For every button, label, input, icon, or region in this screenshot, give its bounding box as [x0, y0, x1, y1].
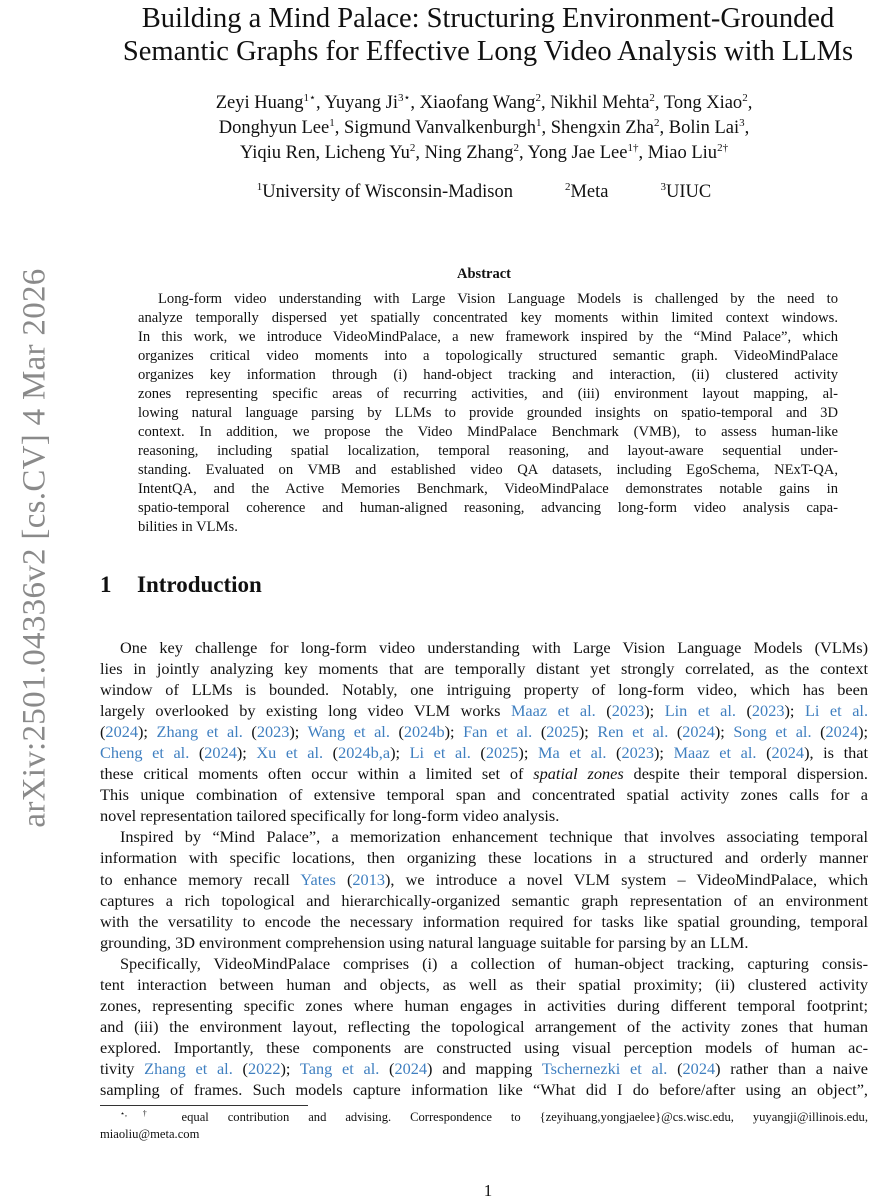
text: ); [289, 722, 308, 742]
text-line [100, 1037, 868, 1058]
footnote-line [100, 1109, 868, 1126]
citation-link[interactable]: 2023 [751, 701, 785, 721]
citation-link[interactable]: 2023 [611, 701, 645, 721]
text: ( [189, 743, 205, 763]
author-affiliation-mark: 2 [409, 141, 416, 154]
author-affiliation-mark: 3⋆ [398, 91, 411, 104]
author-name: Shengxin Zha [550, 118, 654, 138]
text: ( [335, 869, 353, 889]
text: tivity [100, 1058, 145, 1078]
author-affiliation-mark: 2 [742, 91, 748, 104]
text-line [100, 995, 868, 1016]
text-line [100, 953, 868, 974]
text-line [100, 637, 868, 658]
footnote-marks: ⋆,† [120, 1108, 163, 1118]
footnote-text: equal contribution and advising. Correspondence to {zeyihuang,yongjaelee}@cs.wisc.edu, yuyangji@illinois.edu, [162, 1110, 868, 1124]
text: information with specific locations, then organizing these locations in a structured and orderly manner [100, 848, 868, 868]
text: with the versatility to encode the necessary information required for tasks like spatial grounding, temporal [100, 911, 868, 931]
text: ( [606, 743, 622, 763]
text: ( [532, 722, 547, 742]
title-line: Semantic Graphs for Effective Long Video Analysis with LLMs [122, 36, 854, 67]
text: ); [654, 743, 674, 763]
citation-link[interactable]: Lin et al. [664, 701, 736, 721]
text: ( [668, 722, 683, 742]
author-line: Zeyi Huang$^{1⋆}$, Yuyang $Ji^{3⋆}$, Xiaofang Wang$^2$, Nikhil Mehta$^2$, Tong Xiao$^2$, [215, 91, 753, 113]
text: ); [390, 743, 410, 763]
text-line [100, 1079, 868, 1100]
affiliation-name: University of Wisconsin-Madison [262, 182, 513, 202]
introduction-body [100, 637, 868, 1100]
author-name: Tong Xiao [663, 93, 743, 113]
author-list [100, 91, 868, 166]
text: ( [323, 743, 339, 763]
author-line: Donghyun Lee$^1$, Sigmund Vanvalkenburgh$^1$, Shengxin Zha$^2$, Bolin Lai$^3$, [218, 116, 750, 138]
text: Specifically, VideoMindPalace comprises (i) a collection of human-object tracking, capturing consis- [120, 953, 868, 973]
citation-link[interactable]: Xu et al. [256, 743, 324, 763]
author-affiliation-mark: 2 [649, 91, 655, 104]
section-heading [100, 571, 262, 599]
citation-link[interactable]: 2022 [247, 1058, 281, 1078]
text: ); [714, 722, 734, 742]
abstract-line: reasoning, including spatial localization, temporal reasoning, and layout-aware sequential under- [138, 443, 838, 459]
citation-link[interactable]: Wang et al. [307, 722, 390, 742]
footnote [100, 1109, 868, 1143]
abstract-line: Long-form video understanding with Large Vision Language Models is challenged by the need to [158, 291, 838, 307]
author-name: Miao Liu [647, 143, 718, 163]
author-name: Licheng Yu [324, 143, 410, 163]
text: ( [667, 1058, 683, 1078]
citation-link[interactable]: 2024 [394, 1058, 428, 1078]
text: tent interaction between human and objects, as well as their spatial proximity; (ii) clustered activity [100, 974, 868, 994]
text: ); [784, 701, 805, 721]
citation-link[interactable]: Maaz et al. [510, 701, 596, 721]
citation-link[interactable]: Li et al. [804, 701, 869, 721]
text-line [100, 1016, 868, 1037]
text: ); [137, 722, 157, 742]
citation-link[interactable]: 2013 [352, 869, 385, 889]
citation-link[interactable]: 2025 [485, 743, 519, 763]
abstract-line: standing. Evaluated on VMB and established video QA datasets, including EgoSchema, NExT-QA, [138, 462, 838, 478]
citation-link[interactable]: 2023 [256, 722, 290, 742]
text: ) rather than a naive [715, 1058, 868, 1078]
text-line [100, 721, 868, 742]
author-name: Yuyang Ji [324, 93, 399, 113]
citation-link[interactable]: Li et al. [409, 743, 471, 763]
section-number: 1 [100, 572, 112, 597]
author-name: Nikhil Mehta [550, 93, 650, 113]
abstract-line: bilities in VLMs. [138, 519, 238, 535]
citation-link[interactable]: Ren et al. [597, 722, 669, 742]
text: ( [735, 701, 752, 721]
abstract-line: IntentQA, and the Active Memories Benchmark, VideoMindPalace demonstrates notable gains in [138, 481, 838, 497]
text: ( [811, 722, 826, 742]
abstract-line: spatio-temporal coherence and human-aligned reasoning, advancing long-form video analysis capa- [138, 500, 838, 516]
text: grounding, 3D environment comprehension using natural language suitable for parsing by an LLM. [100, 932, 749, 952]
citation-link[interactable]: Tang et al. [299, 1058, 380, 1078]
citation-link[interactable]: 2024 [682, 722, 715, 742]
text-line [100, 1058, 868, 1079]
text: and (iii) the environment layout, reflecting the topological arrangement of the activity zones that human [100, 1016, 868, 1036]
text: ( [470, 743, 486, 763]
abstract-body [138, 290, 838, 537]
citation-link[interactable]: 2024 [682, 1058, 716, 1078]
affiliation-number: 2 [564, 180, 571, 193]
citation-link[interactable]: 2024 [825, 722, 859, 742]
abstract-line: organizes critical video moments into a topologically structured semantic graph. VideoMindPalace [138, 348, 838, 364]
text: largely overlooked by existing long video VLM works [100, 701, 511, 721]
text: ); [518, 743, 538, 763]
text-line [100, 763, 868, 784]
text: these critical moments often occur within a limited set of [100, 764, 534, 784]
text: novel representation tailored specifically for long-form video analysis. [100, 806, 560, 826]
citation-link[interactable]: Cheng et al. [100, 743, 190, 763]
affiliation-name: UIUC [665, 182, 712, 202]
author-name: Yiqiu Ren [239, 143, 316, 163]
text: ); [858, 722, 869, 742]
text: ( [100, 722, 106, 742]
abstract-line: zones representing specific areas of recurring activities, and (iii) environment layout mapping, al- [138, 386, 838, 402]
author-name: Donghyun Lee [218, 118, 330, 138]
section-title: Introduction [137, 572, 262, 597]
author-affiliation-mark: 1⋆ [303, 91, 316, 104]
paper-title [0, 2, 882, 68]
text-line [100, 826, 868, 847]
text: lies in jointly analyzing key moments that are temporally distant yet strongly correlated, as the context [100, 659, 868, 679]
citation-link[interactable]: Yates [300, 869, 336, 889]
affiliation [660, 182, 711, 202]
author-name: Zeyi Huang [215, 93, 304, 113]
text: captures a rich topological and hierarchically-organized semantic graph representation of an environment [100, 890, 868, 910]
text-line [100, 658, 868, 679]
text-line [100, 911, 868, 932]
text: This unique combination of extensive temporal span and concentrated spatial activity zones calls for a [100, 785, 868, 805]
text: despite their temporal dispersion. [623, 764, 868, 784]
text-line [100, 784, 868, 805]
text: window of LLMs is bounded. Notably, one intriguing property of long-form video, which has been [100, 680, 868, 700]
text: ) and mapping [427, 1058, 542, 1078]
title-line: Building a Mind Palace: Structuring Environment-Grounded [141, 3, 835, 34]
text: ( [595, 701, 612, 721]
text: explored. Importantly, these components are constructed using visual perception models of human ac- [100, 1037, 868, 1057]
citation-link[interactable]: Song et al. [733, 722, 812, 742]
citation-link[interactable]: 2024b [403, 722, 445, 742]
text: ); [644, 701, 665, 721]
author-affiliation-mark: 2 [535, 91, 541, 104]
abstract-line: context. In addition, we propose the Video MindPalace Benchmark (VMB), to assess human-like [138, 424, 838, 440]
author-affiliation-mark: 1 [329, 116, 335, 129]
text: sampling of frames. Such models capture information like “What did I do before/after using an object”, [100, 1079, 868, 1099]
text-line [100, 679, 868, 700]
abstract-heading: Abstract [457, 266, 511, 282]
text: ); [578, 722, 598, 742]
citation-link[interactable]: 2023 [621, 743, 655, 763]
emphasis-text: spatial zones [533, 764, 624, 784]
footnote-rule [100, 1105, 308, 1106]
author-affiliation-mark: 2 [654, 116, 660, 129]
text-line [100, 869, 868, 890]
affiliation [565, 182, 609, 202]
author-name: Sigmund Vanvalkenburgh [343, 118, 536, 138]
author-affiliation-mark: 3 [739, 116, 745, 129]
citation-link[interactable]: 2024b,a [338, 743, 391, 763]
text: ); [280, 1058, 300, 1078]
abstract-line: lowing natural language parsing by LLMs to provide grounded insights on spatio-temporal and 3D [138, 405, 838, 421]
author-affiliation-mark: 1† [627, 141, 639, 154]
text: ( [756, 743, 772, 763]
author-affiliation-mark: 2† [717, 141, 729, 154]
affiliation [257, 182, 513, 202]
text: ), we introduce a novel VLM system – VideoMindPalace, which [384, 869, 869, 889]
author-line: Yiqiu Ren, Licheng Yu$^2$, Ning Zhang$^2$, Yong Jae Lee$^{1\dagger}$, Miao Liu$^{2\dagger}$ [239, 141, 729, 163]
citation-link[interactable]: Fan et al. [463, 722, 533, 742]
affiliation-number: 3 [660, 180, 666, 193]
text-line [100, 700, 868, 721]
citation-link[interactable]: 2024 [771, 743, 805, 763]
text: ); [236, 743, 257, 763]
affiliation-number: 1 [256, 180, 263, 193]
author-name: Yong Jae Lee [527, 143, 628, 163]
citation-link[interactable]: Ma et al. [537, 743, 607, 763]
abstract-line: analyze temporally dispersed yet spatially concentrated key moments within limited context windows. [138, 310, 838, 326]
text-line [100, 742, 868, 763]
citation-link[interactable]: Tschernezki et al. [541, 1058, 668, 1078]
author-affiliation-mark: 1 [535, 116, 542, 129]
author-name: Bolin Lai [668, 118, 740, 138]
author-name: Ning Zhang [424, 143, 514, 163]
text-line [100, 974, 868, 995]
footnote-line: miaoliu@meta.com [100, 1127, 200, 1141]
abstract-line: In this work, we introduce VideoMindPalace, a new framework inspired by the “Mind Palace”, which [138, 329, 838, 345]
text-line [100, 805, 868, 826]
text: ), is that [804, 743, 869, 763]
text: zones, representing specific zones where human engages in activities during different temporal footprint; [100, 995, 868, 1015]
text: ( [232, 1058, 248, 1078]
citation-link[interactable]: Zhang et al. [156, 722, 243, 742]
abstract-line: organizes key information through (i) hand-object tracking and interaction, (ii) clustered activity [138, 367, 838, 383]
text: Inspired by “Mind Palace”, a memorization enhancement technique that involves associating temporal [120, 827, 868, 847]
affiliation-name: Meta [570, 182, 609, 202]
page-number: 1 [483, 1181, 493, 1200]
text: ( [242, 722, 257, 742]
citation-link[interactable]: 2024 [105, 722, 138, 742]
citation-link[interactable]: 2024 [204, 743, 237, 763]
affiliations [100, 181, 868, 203]
author-affiliation-mark: 2 [513, 141, 519, 154]
text: ); [444, 722, 464, 742]
citation-link[interactable]: Maaz et al. [673, 743, 757, 763]
text-line [100, 932, 868, 953]
text: ( [379, 1058, 395, 1078]
citation-link[interactable]: 2025 [546, 722, 579, 742]
text: ( [389, 722, 404, 742]
text: One key challenge for long-form video understanding with Large Vision Language Models (VLMs) [120, 638, 868, 657]
arxiv-stamp: arXiv:2501.04336v2 [cs.CV] 4 Mar 2026 [16, 268, 53, 828]
text-line [100, 890, 868, 911]
text-line [100, 847, 868, 868]
author-name: Xiaofang Wang [419, 93, 536, 113]
text: to enhance memory recall [100, 869, 301, 889]
citation-link[interactable]: Zhang et al. [144, 1058, 233, 1078]
